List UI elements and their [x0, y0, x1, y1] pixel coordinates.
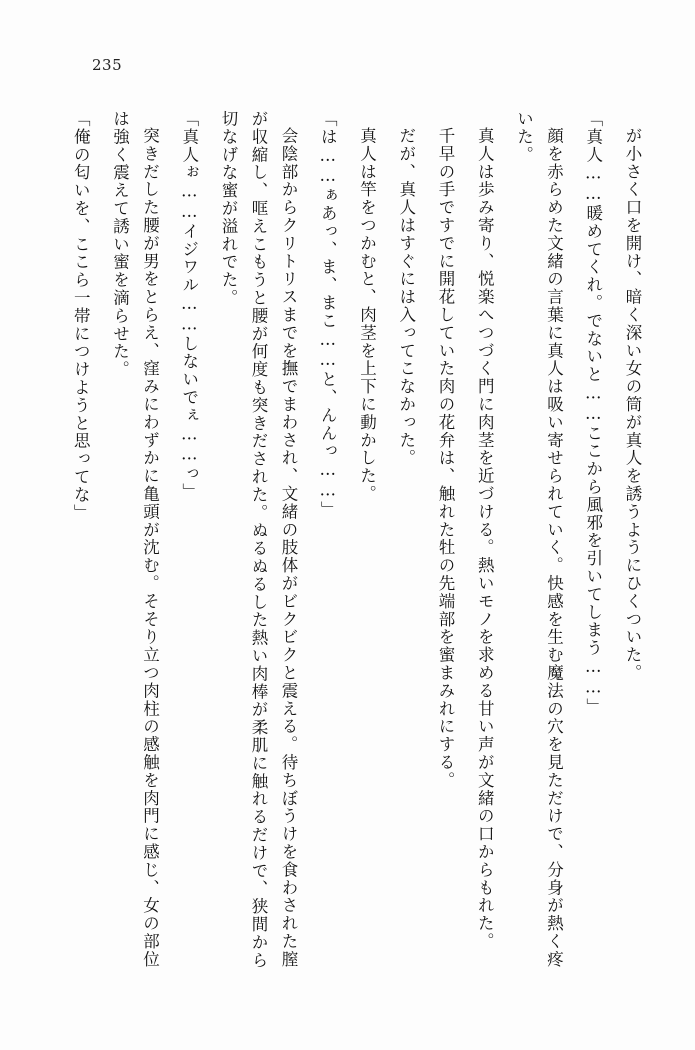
paragraph: 突きだした腰が男をとらえ、窪みにわずかに亀頭が沈む。そそり立つ肉柱の感触を肉門に感じ、女の部位は強く震えて誘い蜜を滴らせた。 [110, 110, 160, 968]
paragraph: 顔を赤らめた文緒の言葉に真人は吸い寄せられていく。快感を生む魔法の穴を見ただけで、分身が熱く疼いた。 [514, 110, 564, 968]
paragraph: 「は……ぁあっ、ま、まこ……と、んんっ……」 [318, 110, 338, 519]
paragraph: 「俺の匂いを、ここら一帯につけようと思ってな」 [71, 110, 91, 522]
page-number: 235 [92, 56, 123, 74]
paragraph: 会陰部からクリトリスまでを撫でまわされ、文緒の肢体がビクビクと震える。待ちぼうけを食わされた膣が収縮し、哐えこもうと腰が何度も突きだされた。ぬるぬるした熱い肉棒が柔肌に触れるだけで、狭間から切なげな蜜が溢れでた。 [219, 110, 298, 970]
paragraph: 真人は歩み寄り、悦楽へつづく門に肉茎を近づける。熱いモノを求める甘い声が文緒の口からもれた。 [475, 126, 495, 950]
paragraph: 「真人……暖めてくれ。でないと……ここから風邪を引いてしまう……」 [583, 110, 603, 716]
paragraph: 千早の手ですでに開花していた肉の花弁は、触れた牡の先端部を蜜まみれにする。 [436, 126, 455, 789]
body-text-column [56, 110, 647, 980]
paragraph: だが、真人はすぐには入ってこなかった。 [396, 126, 416, 467]
paragraph: 「真人ぉ……イジワル……しないでぇ……っ」 [179, 110, 199, 501]
paragraph: 真人は竿をつかむと、肉茎を上下に動かした。 [357, 126, 377, 503]
paragraph: が小さく口を開け、暗く深い女の筒が真人を誘うようにひくついた。 [623, 126, 642, 682]
